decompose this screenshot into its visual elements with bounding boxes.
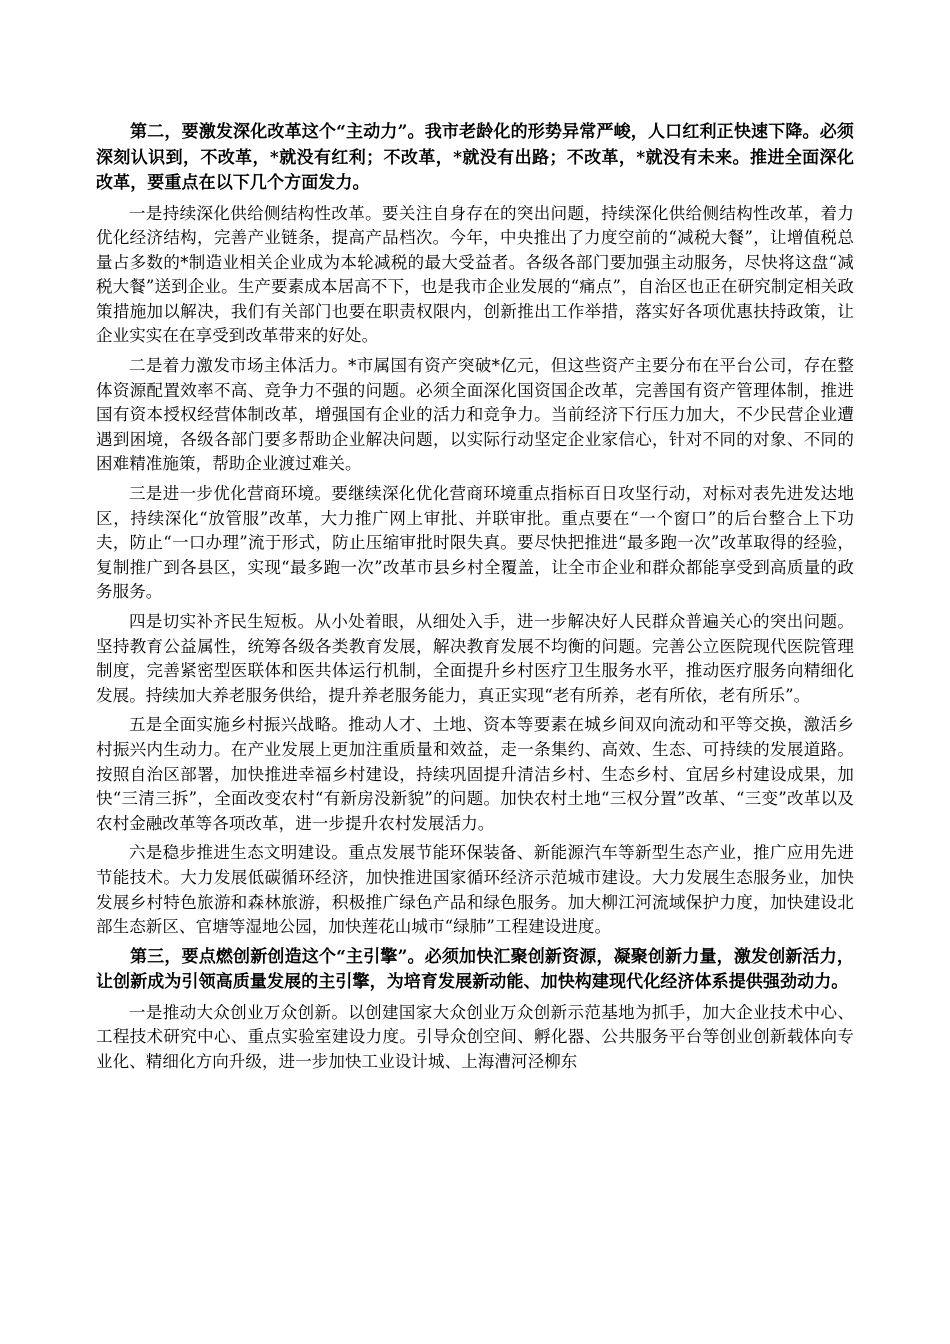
body-paragraph: 四是切实补齐民生短板。从小处着眼，从细处入手，进一步解决好人民群众普遍关心的突出问题。坚持教育公益属性，统筹各级各类教育发展，解决教育发展不均衡的问题。完善公立医院现代医院管理制度，完善紧密型医联体和医共体运行机制，全面提升乡村医疗卫生服务水平，推动医疗服务向精细化发展。持续加大养老服务供给，提升养老服务能力，真正实现“老有所养，老有所依，老有所乐”。 [96, 612, 854, 705]
section-heading-paragraph: 第二，要激发深化改革这个“主动力”。我市老龄化的形势异常严峻，人口红利正快速下降。必须深刻认识到，不改革，*就没有红利；不改革，*就没有出路；不改革，*就没有未来。推进全面深化改革，要重点在以下几个方面发力。 [96, 122, 854, 193]
body-paragraph: 二是着力激发市场主体活力。*市属国有资产突破*亿元，但这些资产主要分布在平台公司，存在整体资源配置效率不高、竞争力不强的问题。必须全面深化国资国企改革，完善国有资产管理体制，推进国有资本授权经营体制改革，增强国有企业的活力和竞争力。当前经济下行压力加大，不少民营企业遭遇到困境，各级各部门要多帮助企业解决问题，以实际行动坚定企业家信心，针对不同的对象、不同的困难精准施策，帮助企业渡过难关。 [96, 356, 854, 474]
body-paragraph: 五是全面实施乡村振兴战略。推动人才、土地、资本等要素在城乡间双向流动和平等交换，激活乡村振兴内生动力。在产业发展上更加注重质量和效益，走一条集约、高效、生态、可持续的发展道路。按照自治区部署，加快推进幸福乡村建设，持续巩固提升清洁乡村、生态乡村、宜居乡村建设成果，加快“三清三拆”，全面改变农村“有新房没新貌”的问题。加快农村土地“三权分置”改革、“三变”改革以及农村金融改革等各项改革，进一步提升农村发展活力。 [96, 715, 854, 833]
body-paragraph: 一是推动大众创业万众创新。以创建国家大众创业万众创新示范基地为抓手，加大企业技术中心、工程技术研究中心、重点实验室建设力度。引导众创空间、孵化器、公共服务平台等创业创新载体向专业化、精细化方向升级，进一步加快工业设计城、上海漕河泾柳东 [96, 1002, 854, 1071]
section-heading-paragraph: 第三，要点燃创新创造这个“主引擎”。必须加快汇聚创新资源，凝聚创新力量，激发创新活力，让创新成为引领高质量发展的主引擎，为培育发展新动能、加快构建现代化经济体系提供强劲动力。 [96, 946, 854, 993]
body-paragraph: 六是稳步推进生态文明建设。重点发展节能环保装备、新能源汽车等新型生态产业，推广应用先进节能技术。大力发展低碳循环经济，加快推进国家循环经济示范城市建设。大力发展生态服务业，加快发展乡村特色旅游和森林旅游，积极推广绿色产品和绿色服务。加大柳江河流域保护力度，加快建设北部生态新区、官塘等湿地公园，加快莲花山城市“绿肺”工程建设进度。 [96, 843, 854, 937]
body-paragraph: 三是进一步优化营商环境。要继续深化优化营商环境重点指标百日攻坚行动，对标对表先进发达地区，持续深化“放管服”改革，大力推广网上审批、并联审批。重点要在“一个窗口”的后台整合上下功夫，防止“一口办理”流于形式，防止压缩审批时限失真。要尽快把推进“最多跑一次”改革取得的经验，复制推广到各县区，实现“最多跑一次”改革市县乡村全覆盖，让全市企业和群众都能享受到高质量的政务服务。 [96, 484, 854, 602]
body-paragraph: 一是持续深化供给侧结构性改革。要关注自身存在的突出问题，持续深化供给侧结构性改革，着力优化经济结构，完善产业链条，提高产品档次。今年，中央推出了力度空前的“减税大餐”，让增值税总量占多数的*制造业相关企业成为本轮减税的最大受益者。各级各部门要加强主动服务，尽快将这盘“减税大餐”送到企业。生产要素成本居高不下，也是我市企业发展的“痛点”，自治区也正在研究制定相关政策措施加以解决，我们有关部门也要在职责权限内，创新推出工作举措，落实好各项优惠扶持政策，让企业实实在在享受到改革带来的好处。 [96, 203, 854, 346]
